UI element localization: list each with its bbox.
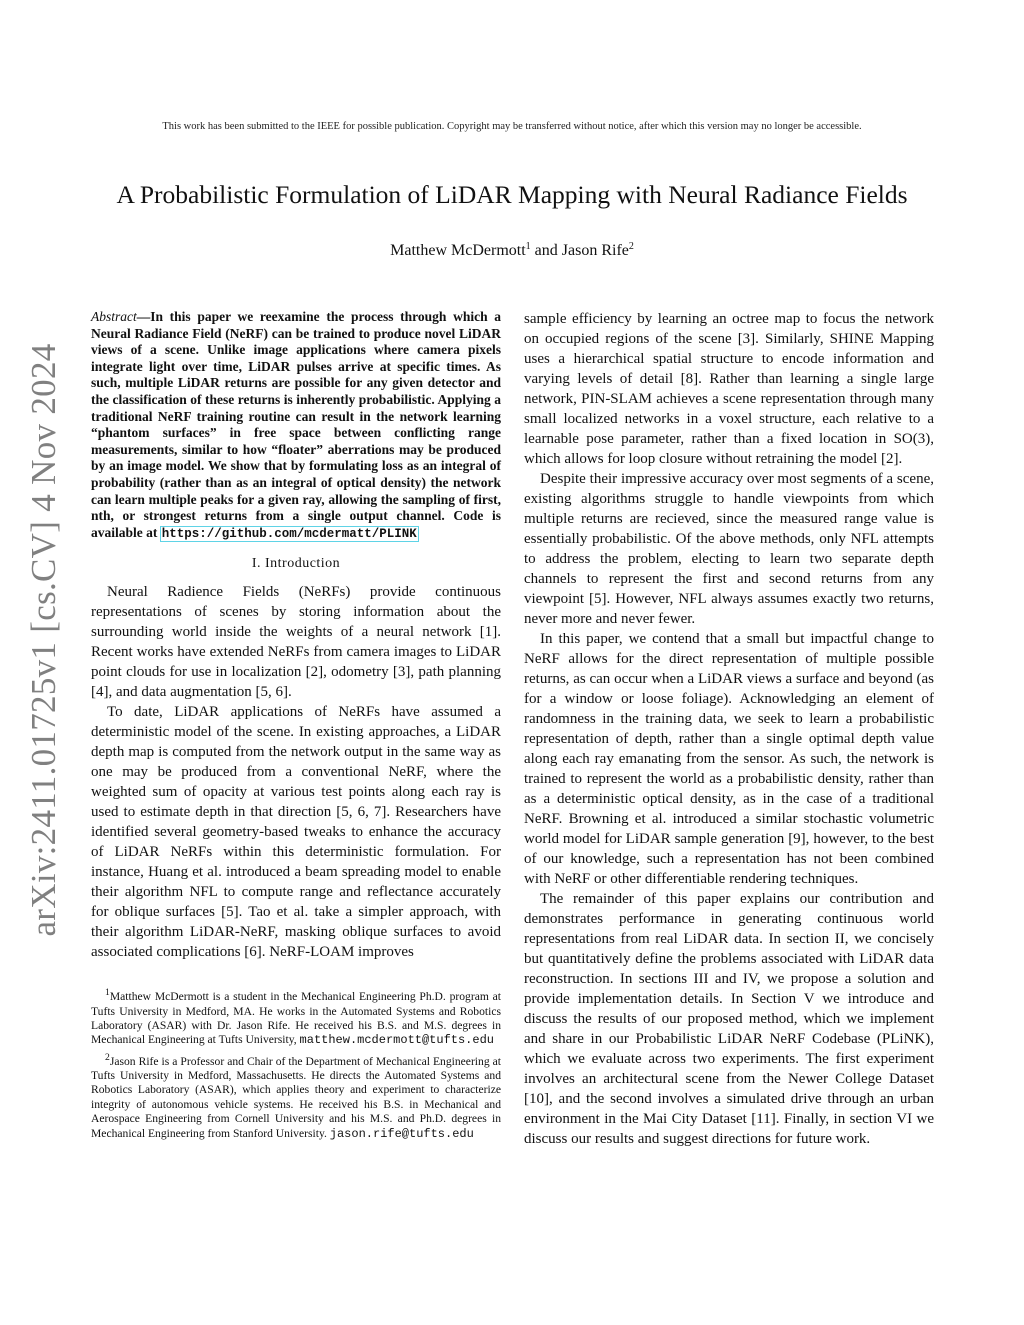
paragraph: The remainder of this paper explains our contribution and demonstrates performance in generating continuous world representations from real LiDAR data. In section II, we concisely but quantitatively define the problems associated with LiDAR data reconstruction. In sections III and IV, we propose a solution and provide implementation details. In Section V we introduce and discuss the results of our proposed method, which we implement and share in our Probabilistic LiDAR NeRF Codebase (PLiNK), which we evaluate across two experiments. The first experiment involves an architectural scene from the Newer College Dataset [10], and the second involves a simulated drive through an urban environment in the Mai City Dataset [11]. Finally, in section VI we discuss our results and suggest directions for future work. [524,891,934,1147]
publication-notice: This work has been submitted to the IEEE for possible publication. Copyright may be transferred without notice, after which this version may no longer be accessible. [162,121,862,132]
author-name: Matthew McDermott [390,242,526,259]
abstract [91,309,501,542]
footnote-mark: 2 [105,1051,110,1063]
footnotes [91,986,501,1141]
paragraph: In this paper, we contend that a small but impactful change to NeRF allows for the direct representation of multiple possible returns, as can occur when a LiDAR views a surface and beyond (as for a window or loose foliage). Acknowledging an element of randomness in the training data, we seek to learn a probabilistic representation of depth, rather than a single optimal depth value along each ray emanating from the sensor. As such, the network is trained to represent the world as a probabilistic density, rather than as a deterministic optical density, as in the case of a traditional NeRF. Browning et al. introduced a similar stochastic volumetric world model for LiDAR sample generation [9], however, to the best of our knowledge, such a representation has not been combined with NeRF or other differentiable rendering techniques. [524,631,934,887]
footnote-text: Matthew McDermott is a student in the Mechanical Engineering Ph.D. program at Tufts University in Medford, MA. He works in the Automated Systems and Robotics Laboratory (ASAR) with Dr. Jason Rife. He received his B.S. and M.S. degrees in Mechanical Engineering at Tufts University, [91,990,501,1047]
footnote-mark: 1 [105,987,110,999]
author-line [0,241,1024,260]
paper-title: A Probabilistic Formulation of LiDAR Mapping with Neural Radiance Fields [116,180,908,209]
paragraph: Despite their impressive accuracy over most segments of a scene, existing algorithms struggle to handle viewpoints from which multiple returns are recieved, since the measured range value is essentially probabilistic. Of the above methods, only NFL attempts to address the problem, electing to learn two separate depth channels to represent the first and second returns from any viewpoint [5]. However, NFL always assumes exactly two returns, never more and never fewer. [524,471,934,627]
affiliation-mark: 1 [525,241,531,252]
email-link[interactable]: jason.rife@tufts.edu [329,1126,474,1141]
abstract-label: Abstract [91,309,137,324]
paragraph: To date, LiDAR applications of NeRFs have assumed a deterministic model of the scene. In existing approaches, a LiDAR depth map is computed from the network output in the same way as one may be produced from a conventional NeRF, where the weighted sum of opacity at various test points along each ray is used to estimate depth in that direction [5, 6, 7]. Researchers have identified several geometry-based tweaks to enhance the accuracy of LiDAR NeRFs within this deterministic formulation. For instance, Huang et al. introduced a beam spreading model to enable their algorithm NFL to compute range and reflectance accurately for oblique surfaces [5]. Tao et al. take a simpler approach, with their algorithm LiDAR-NeRF, masking oblique surfaces to avoid associated complications [6]. NeRF-LOAM improves [91,704,501,961]
affiliation-mark: 2 [628,241,634,252]
right-column [524,309,934,1149]
email-link[interactable]: matthew.mcdermott@tufts.edu [299,1033,494,1048]
abstract-text: —In this paper we reexamine the process through which a Neural Radiance Field (NeRF) can be trained to produce novel LiDAR views of a scene. Unlike image applications where camera pixels integrate light over time, LiDAR pulses arrive at specific times. As such, multiple LiDAR returns are possible for any given detector and the classification of these returns is inherently probabilistic. Applying a traditional NeRF training routine can result in the network learning “phantom surfaces” in free space between conflicting range measurements, similar to how “floater” aberrations may be produced by an image model. We show that by formulating loss as an integral of probability (rather than as an integral of optical density) the network can learn multiple peaks for a given ray, allowing the sampling of first, nth, or strongest returns from a single output channel. Code is available at [91,309,501,540]
author-separator: and [530,242,562,259]
paragraph: sample efficiency by learning an octree map to focus the network on occupied regions of the scene [3]. Similarly, SHINE Mapping uses a hierarchical spatial structure to encode information and varying levels of detail [8]. Rather than learning a single large network, PIN-SLAM achieves a scene representation through many small localized networks in a voxel structure, each relative to a learnable pose parameter, rather than a fixed location in SO(3), which allows for loop closure without retraining the model [2]. [524,311,934,467]
code-link[interactable]: https://github.com/mcdermatt/PLINK [161,526,417,541]
arxiv-identifier: arXiv:2411.01725v1 [cs.CV] 4 Nov 2024 [24,343,63,937]
author-name: Jason Rife [561,242,629,259]
footnote [91,1051,501,1141]
section-heading: I. Introduction [251,556,341,572]
footnote [91,986,501,1047]
footnote-text: Jason Rife is a Professor and Chair of the Department of Mechanical Engineering at Tufts University in Medford, Massachusetts. He directs the Automated Systems and Robotics Laboratory (ASAR), which applies theory and experiment to characterize integrity of autonomous vehicle systems. He received his B.S. in Mechanical and Aerospace Engineering from Cornell University and his M.S. and Ph.D. degrees in Mechanical Engineering from Stanford University. [91,1054,501,1140]
left-column [91,309,501,1144]
paragraph: Neural Radience Fields (NeRFs) provide continuous representations of scenes by storing information about the surrounding world inside the weights of a neural network [1]. Recent works have extended NeRFs from camera images to LiDAR point clouds for use in localization [2], odometry [3], path planning [4], and data augmentation [5, 6]. [91,584,501,701]
